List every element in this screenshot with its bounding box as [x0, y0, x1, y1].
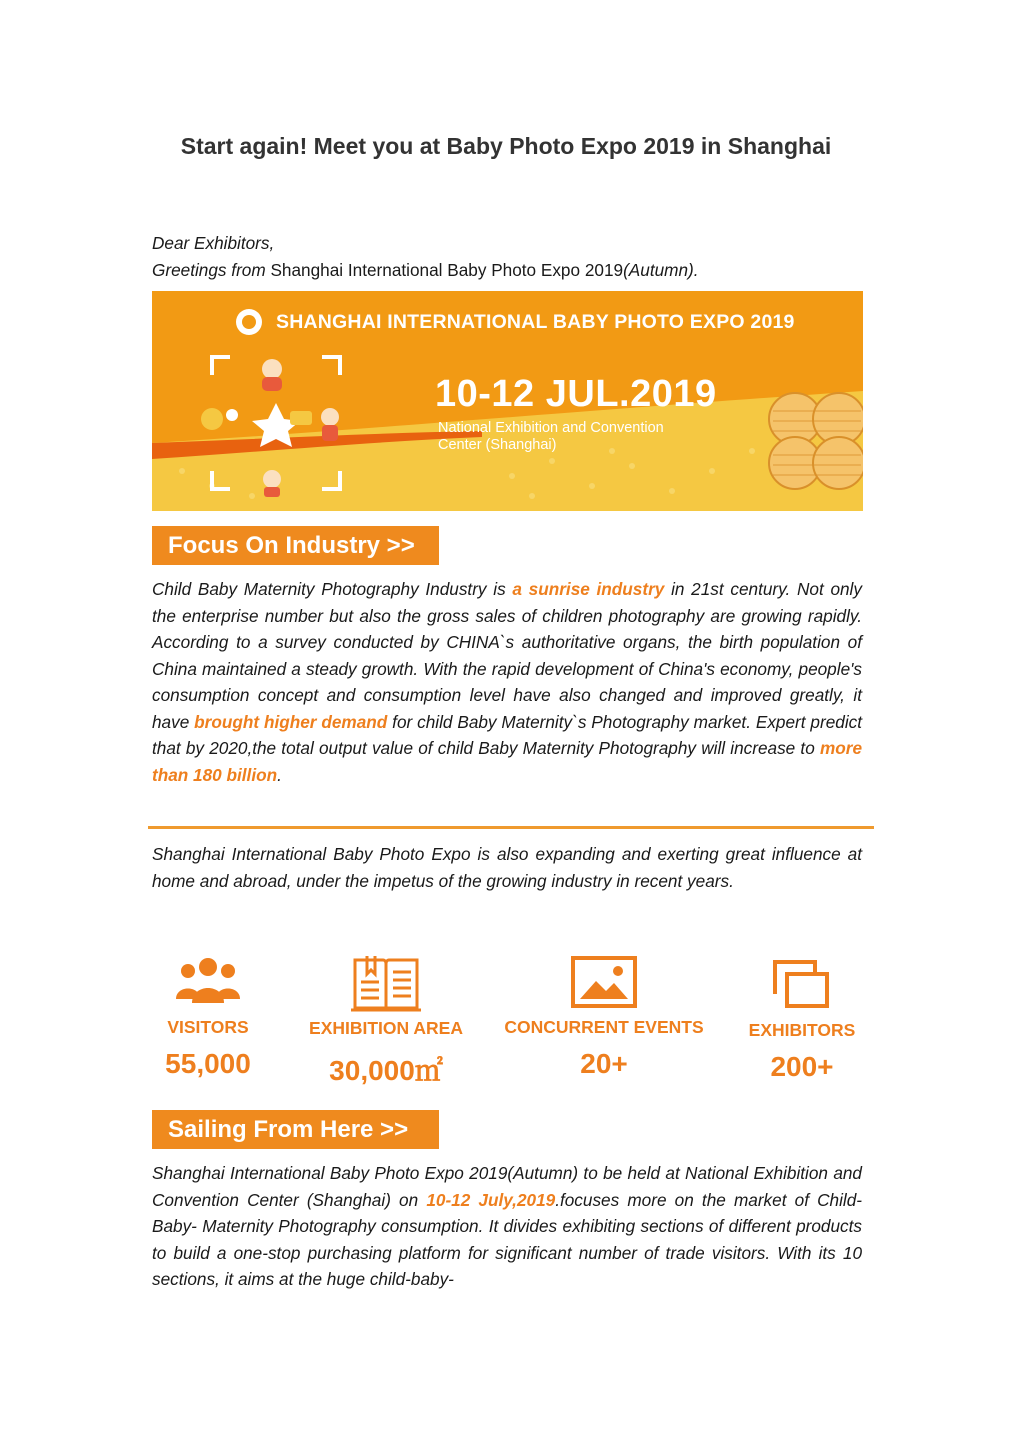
greeting	[152, 230, 862, 283]
salutation: Dear Exhibitors,	[152, 233, 275, 253]
industry-text-d: .	[277, 764, 282, 785]
sailing-text-a: Shanghai International Baby Photo Expo 2019(Autumn) to be held at National Exhibition and Convention Center (Shanghai) on	[152, 1163, 862, 1210]
banner-venue	[438, 420, 728, 454]
divider	[148, 826, 874, 829]
highlight-demand: brought higher demand	[194, 711, 388, 732]
industry-text-a: Child Baby Maternity Photography Industry is	[152, 579, 513, 599]
stat-exhibitors	[744, 958, 860, 1083]
highlight-dates: 10-12 July,2019	[426, 1189, 556, 1210]
stat-value: 20+	[580, 1048, 628, 1079]
industry-paragraph	[152, 576, 862, 788]
banner-title: SHANGHAI INTERNATIONAL BABY PHOTO EXPO 2019	[276, 311, 795, 333]
greetings-prefix: Greetings from	[152, 259, 266, 280]
expo-banner	[152, 291, 863, 511]
sailing-text-b: .focuses more on the market of Child- Baby- Maternity Photography consumption. It divides exhibiting sections of different products to build a one-stop purchasing platform for significant number of trade visitors. With its 10 sections, it aims at the huge child-baby-	[152, 1189, 863, 1289]
expo-name: Shanghai International Baby Photo Expo 2019	[270, 259, 624, 280]
banner-venue-line2: Center (Shanghai)	[438, 437, 557, 453]
banner-venue-line1: National Exhibition and Convention	[438, 420, 664, 436]
windows-icon	[771, 958, 833, 1012]
stat-value: 200+	[770, 1051, 834, 1082]
banner-date: 10-12 JUL.2019	[435, 373, 717, 415]
industry-text-b: in 21st century. Not only the enterprise number but also the gross sales of children photography are growing rapidly. According to a survey conducted by CHINA`s authoritative organs, the birth population of China maintained a steady growth. With the rapid development of China's economy, people's consumption concept and consumption level have also changed and improved greatly, it have	[152, 579, 862, 732]
book-icon	[349, 950, 423, 1014]
stat-visitors	[152, 955, 264, 1080]
expo-paragraph: Shanghai International Baby Photo Expo is also expanding and exerting great influence at home and abroad, under the impetus of the growing industry in recent years.	[152, 844, 862, 891]
industry-text-c: for child Baby Maternity`s Photography market. Expert predict that by 2020,the total output value of child Baby Maternity Photography will increase to	[152, 711, 863, 758]
section-heading-focus: Focus On Industry >>	[152, 526, 439, 565]
greeting-line	[152, 257, 862, 284]
stat-label: EXHIBITORS	[748, 1020, 856, 1040]
sailing-paragraph	[152, 1160, 862, 1293]
page-title: Start again! Meet you at Baby Photo Expo 2019 in Shanghai	[180, 133, 832, 159]
highlight-sunrise: a sunrise industry	[512, 579, 665, 599]
stat-value: 55,000	[165, 1048, 251, 1079]
stat-label: EXHIBITION AREA	[309, 1018, 463, 1038]
stat-value: 30,000㎡	[329, 1055, 443, 1086]
highlight-billion: more than 180 billion	[152, 738, 862, 785]
section-heading-sailing: Sailing From Here >>	[152, 1110, 439, 1149]
stat-label: CONCURRENT EVENTS	[504, 1017, 704, 1037]
stat-concurrent-events	[504, 955, 704, 1080]
stat-exhibition-area	[300, 950, 472, 1089]
picture-icon	[570, 955, 638, 1011]
stat-label: VISITORS	[167, 1017, 249, 1037]
people-icon	[173, 955, 243, 1009]
season: (Autumn).	[623, 259, 699, 280]
